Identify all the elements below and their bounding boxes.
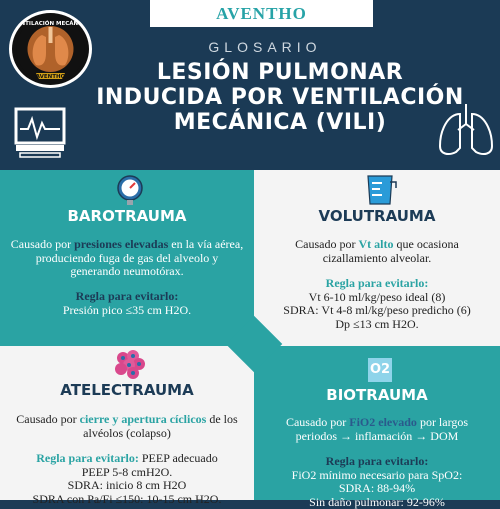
brand-label: AVENTHO [150, 0, 373, 27]
header [0, 0, 500, 170]
biotrauma-title: BIOTRAUMA [326, 386, 428, 404]
glossary-label: GLOSARIO [208, 39, 322, 55]
biotrauma-rule: Regla para evitarlo: FiO2 mínimo necesario para SpO2: SDRA: 88-94% Sin daño pulmonar: 92-96% [291, 454, 463, 509]
volutrauma-title: VOLUTRAUMA [318, 207, 436, 225]
logo-text-top: VENTILACIÓN MECÁNICA [12, 21, 89, 27]
card-atelectrauma [0, 346, 254, 506]
barotrauma-title: BAROTRAUMA [67, 207, 187, 225]
pressure-gauge-icon [116, 174, 144, 206]
lungs-icon [436, 100, 496, 160]
oxygen-icon: O2 [368, 358, 392, 382]
title-line-3: MECÁNICA (VILI) [173, 110, 387, 135]
barotrauma-description: Causado por presiones elevadas en la vía aérea, produciendo fuga de gas del alveolo y generando neumotórax. [10, 237, 244, 278]
monitor-icon [14, 107, 66, 159]
page-title [60, 60, 500, 135]
alveoli-icon [113, 348, 147, 380]
atelectrauma-rule: Regla para evitarlo: PEEP adecuado PEEP 5-8 cmH2O. SDRA: inicio 8 cm H2O SDRA con Pa/Fi ≤150: 10-15 cm H2O. [32, 451, 222, 506]
card-biotrauma [254, 346, 500, 509]
atelectrauma-description: Causado por cierre y apertura cíclicos de los alvéolos (colapso) [16, 412, 238, 440]
title-line-1: LESIÓN PULMONAR [156, 60, 404, 85]
logo-text-bottom: AVENTHO [35, 74, 66, 80]
volutrauma-description: Causado por Vt alto que ocasiona cizallamiento alveolar. [295, 237, 459, 265]
beaker-icon [362, 174, 398, 206]
volutrauma-rule: Regla para evitarlo: Vt 6-10 ml/kg/peso ideal (8) SDRA: Vt 4-8 ml/kg/peso predicho (6) Dp ≤13 cm H2O. [283, 276, 471, 331]
barotrauma-rule: Regla para evitarlo: Presión pico ≤35 cm H2O. [62, 289, 192, 317]
atelectrauma-title: ATELECTRAUMA [60, 381, 194, 399]
card-volutrauma [254, 170, 500, 346]
biotrauma-description: Causado por FiO2 elevado por largos periodos → inflamación → DOM [285, 415, 469, 443]
title-line-2: INDUCIDA POR VENTILACIÓN [96, 85, 464, 110]
card-barotrauma [0, 170, 254, 346]
